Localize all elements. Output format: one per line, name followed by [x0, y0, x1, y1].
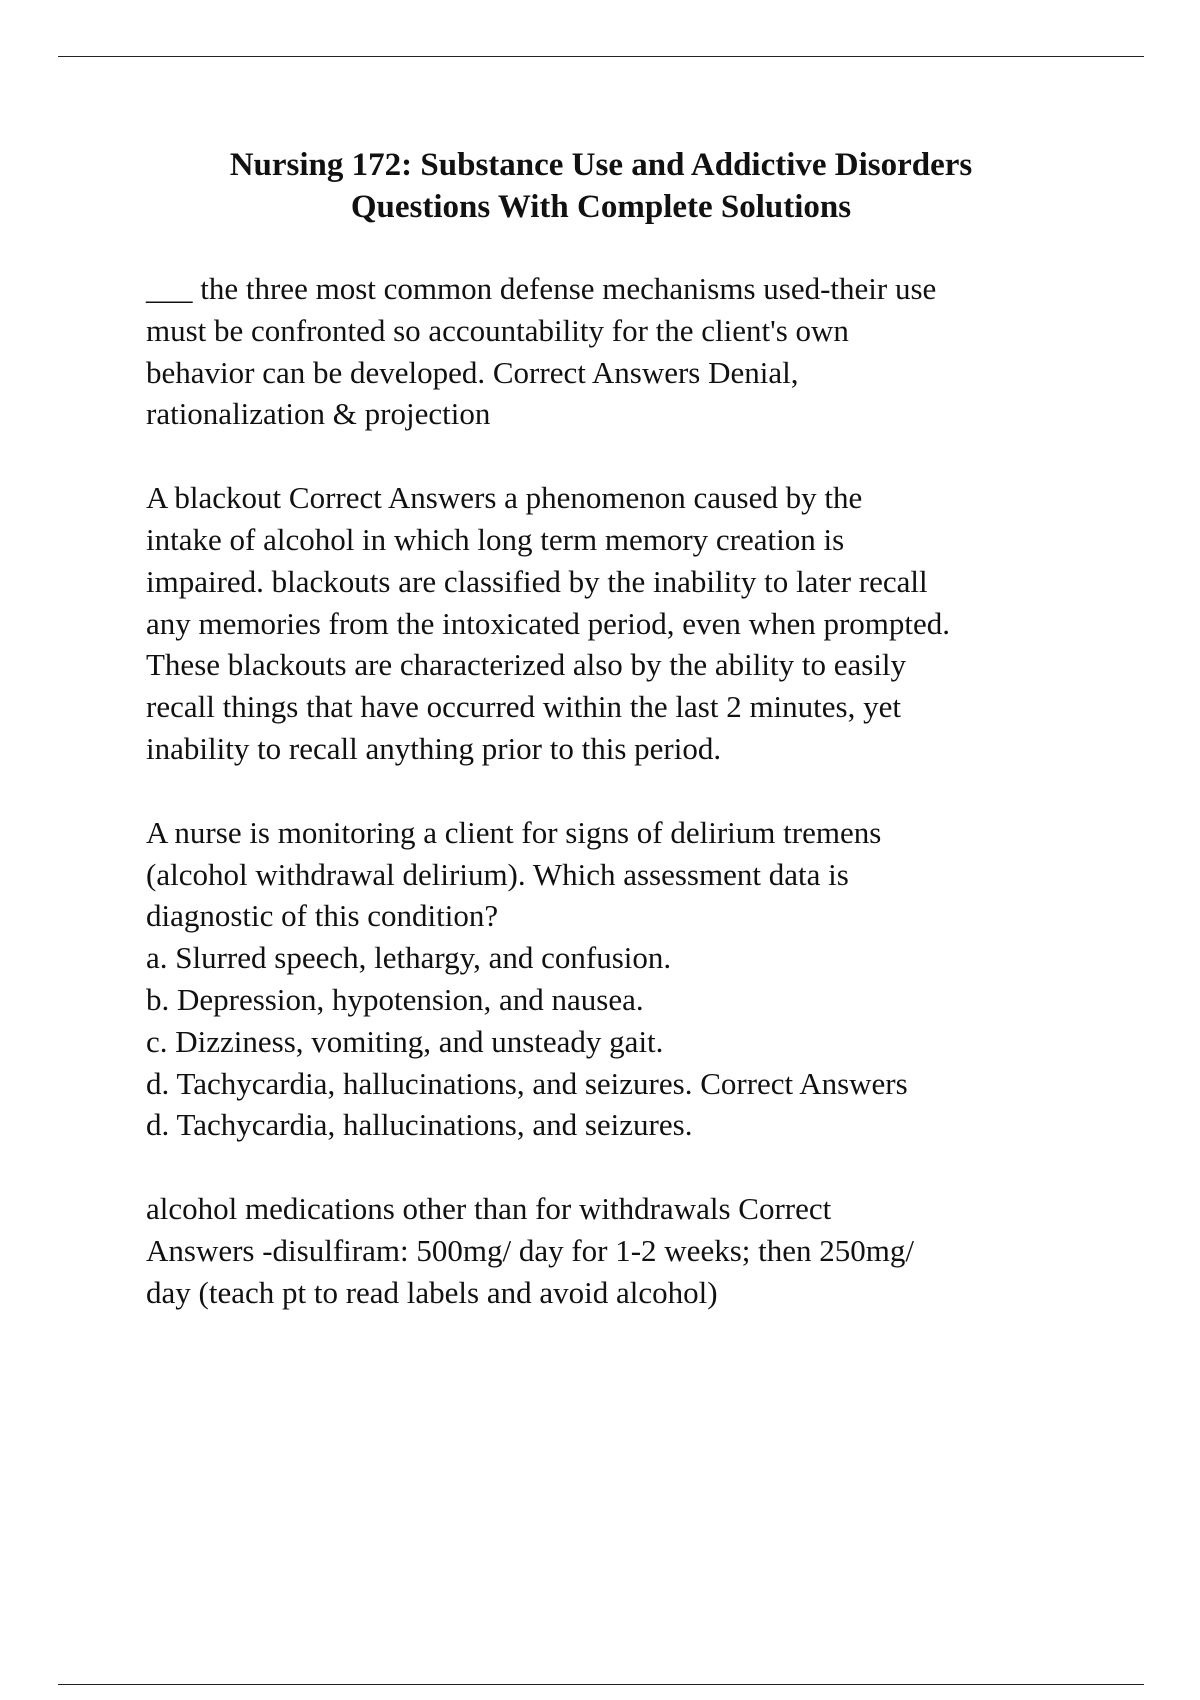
answer-option: b. Depression, hypotension, and nausea.	[146, 981, 644, 1017]
text-line: rationalization & projection	[146, 396, 491, 432]
text-line: any memories from the intoxicated period, even when prompted.	[146, 605, 951, 641]
text-line: day (teach pt to read labels and avoid alcohol)	[146, 1274, 718, 1310]
bottom-rule	[58, 1684, 1144, 1685]
answer-option: c. Dizziness, vomiting, and unsteady gait.	[146, 1023, 664, 1059]
text-line: A nurse is monitoring a client for signs of delirium tremens	[146, 814, 882, 850]
text-line: A blackout Correct Answers a phenomenon caused by the	[146, 480, 863, 516]
page-title	[58, 144, 1144, 228]
text-line: (alcohol withdrawal delirium). Which assessment data is	[146, 856, 849, 892]
text-line: ___ the three most common defense mechanisms used-their use	[146, 271, 937, 306]
text-line: alcohol medications other than for withdrawals Correct	[146, 1191, 832, 1227]
text-line: inability to recall anything prior to this period.	[146, 730, 722, 766]
text-line: must be confronted so accountability for the client's own	[146, 312, 849, 348]
correct-answer: d. Tachycardia, hallucinations, and seizures.	[146, 1107, 693, 1143]
qa-delirium-tremens	[146, 812, 1106, 1146]
text-line: behavior can be developed. Correct Answers Denial,	[146, 354, 799, 390]
text-line: impaired. blackouts are classified by the inability to later recall	[146, 563, 928, 599]
title-line: Questions With Complete Solutions	[350, 189, 852, 225]
qa-defense-mechanisms	[146, 268, 1106, 435]
qa-alcohol-medications	[146, 1188, 1106, 1313]
answer-option: d. Tachycardia, hallucinations, and seizures. Correct Answers	[146, 1065, 908, 1101]
answer-option: a. Slurred speech, lethargy, and confusion.	[146, 940, 672, 976]
text-line: recall things that have occurred within the last 2 minutes, yet	[146, 689, 901, 725]
title-line: Nursing 172: Substance Use and Addictive Disorders	[229, 147, 973, 183]
text-line: Answers -disulfiram: 500mg/ day for 1-2 weeks; then 250mg/	[146, 1232, 914, 1268]
qa-blackout	[146, 477, 1106, 770]
text-line: These blackouts are characterized also by the ability to easily	[146, 647, 907, 683]
text-line: diagnostic of this condition?	[146, 898, 499, 934]
top-rule	[58, 56, 1144, 57]
text-line: intake of alcohol in which long term memory creation is	[146, 521, 845, 557]
document-body	[146, 268, 1106, 1356]
